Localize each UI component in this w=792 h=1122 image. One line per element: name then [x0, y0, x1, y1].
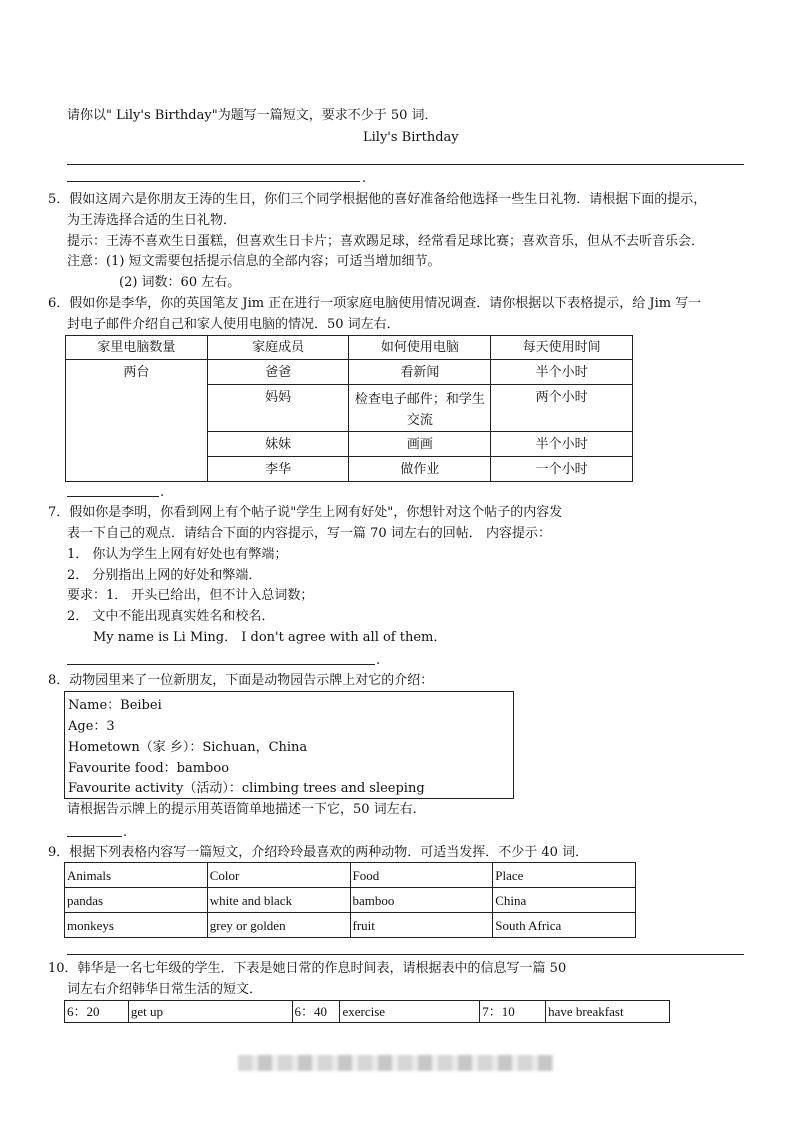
q7-text: 表一下自己的观点．请结合下面的内容提示，写一篇 70 词左右的回帖． 内容提示：	[67, 526, 551, 541]
q5-text: 5．假如这周六是你朋友王涛的生日，你们三个同学根据他的喜好准备给他选择一些生日礼物．请根据下面的提示，	[48, 192, 707, 207]
table-cell: 看新闻	[349, 360, 491, 385]
table-cell: 两个小时	[491, 385, 633, 432]
table-header: 如何使用电脑	[349, 336, 491, 360]
sign-line: Favourite activity（活动）：climbing trees and sleeping	[68, 781, 425, 796]
q6-table	[65, 335, 633, 482]
table-row	[65, 888, 636, 913]
table-cell: grey or golden	[207, 913, 350, 938]
sign-line: Name：Beibei	[68, 698, 162, 713]
table-cell: 半个小时	[491, 360, 633, 385]
sign-line: Favourite food：bamboo	[68, 761, 230, 776]
table-cell: fruit	[350, 913, 493, 938]
schedule-activity: exercise	[340, 1001, 480, 1023]
table-cell: 妈妈	[207, 385, 349, 432]
sign-line: Hometown（家 乡）：Sichuan，China	[68, 740, 308, 755]
answer-line-end: .	[362, 171, 367, 186]
table-header: 每天使用时间	[491, 336, 633, 360]
computer-count: 两台	[66, 360, 208, 482]
table-cell: South Africa	[493, 913, 636, 938]
table-row	[65, 1001, 670, 1023]
schedule-time: 6：40	[292, 1001, 340, 1023]
table-cell: white and black	[207, 888, 350, 913]
table-cell: 爸爸	[207, 360, 349, 385]
answer-line	[67, 836, 122, 837]
table-cell: 做作业	[349, 457, 491, 482]
table-cell: China	[493, 888, 636, 913]
q9-heading: 9．根据下列表格内容写一篇短文，介绍玲玲最喜欢的两种动物．可适当发挥．不少于 40 词．	[48, 845, 589, 860]
q5-hint: 提示：王涛不喜欢生日蛋糕，但喜欢生日卡片；喜欢踢足球，经常看足球比赛；喜欢音乐，但从不去听音乐会．	[67, 234, 705, 249]
essay-prompt: 请你以" Lily's Birthday"为题写一篇短文，要求不少于 50 词．	[67, 108, 438, 123]
q6-text: 6．假如你是李华，你的英国笔友 Jim 正在进行一项家庭电脑使用情况调查．请你根据以下表格提示，给 Jim 写一	[48, 296, 702, 311]
q5-note: 注意：(1) 短文需要包括提示信息的全部内容；可适当增加细节。	[67, 254, 441, 269]
q7-requirement: 2． 文中不能出现真实姓名和校名．	[67, 609, 275, 624]
table-cell: 妹妹	[207, 432, 349, 457]
table-cell: 一个小时	[491, 457, 633, 482]
q7-hint: 2． 分别指出上网的好处和弊端．	[67, 568, 262, 583]
table-header: 家里电脑数量	[66, 336, 208, 360]
q8-heading: 8．动物园里来了一位新朋友，下面是动物园告示牌上对它的介绍：	[48, 673, 434, 688]
schedule-time: 6：20	[65, 1001, 129, 1023]
answer-line-end: .	[160, 485, 165, 500]
answer-line	[67, 181, 360, 182]
schedule-activity: have breakfast	[546, 1001, 670, 1023]
answer-line	[67, 664, 375, 665]
q10-text: 10．韩华是一名七年级的学生．下表是她日常的作息时间表，请根据表中的信息写一篇 50	[48, 961, 567, 976]
table-cell: bamboo	[350, 888, 493, 913]
answer-line	[67, 164, 744, 165]
q7-hint: 1． 你认为学生上网有好处也有弊端；	[67, 547, 288, 562]
q9-table	[64, 862, 636, 938]
q5-text: 为王涛选择合适的生日礼物．	[67, 213, 237, 228]
sign-line: Age：3	[68, 719, 115, 734]
table-cell: 画画	[349, 432, 491, 457]
answer-line	[67, 954, 744, 955]
q8-instruction: 请根据告示牌上的提示用英语简单地描述一下它，50 词左右．	[67, 802, 426, 817]
table-header: Color	[207, 863, 350, 888]
q7-opening: My name is Li Ming． I don't agree with all of them．	[93, 630, 447, 645]
answer-line-end: .	[123, 825, 128, 840]
essay-title: Lily's Birthday	[363, 130, 459, 145]
table-cell: 李华	[207, 457, 349, 482]
table-header: Food	[350, 863, 493, 888]
q5-note: (2) 词数：60 左右。	[119, 275, 241, 290]
table-cell: monkeys	[65, 913, 208, 938]
table-header: 家庭成员	[207, 336, 349, 360]
table-cell: pandas	[65, 888, 208, 913]
table-row	[65, 913, 636, 938]
table-cell: 检查电子邮件；和学生交流	[349, 385, 491, 432]
answer-line	[67, 496, 159, 497]
schedule-activity: get up	[128, 1001, 292, 1023]
table-header: Animals	[65, 863, 208, 888]
table-row	[66, 360, 633, 385]
table-header: Place	[493, 863, 636, 888]
table-cell: 半个小时	[491, 432, 633, 457]
q10-text: 词左右介绍韩华日常生活的短文．	[67, 982, 263, 997]
q6-text: 封电子邮件介绍自己和家人使用电脑的情况．50 词左右．	[67, 317, 400, 332]
answer-line-end: .	[376, 653, 381, 668]
blurred-footer-watermark	[238, 1055, 554, 1071]
q7-text: 7．假如你是李明，你看到网上有个帖子说"学生上网有好处"，你想针对这个帖子的内容发	[48, 505, 563, 520]
schedule-time: 7：10	[480, 1001, 546, 1023]
q7-requirement: 要求：1． 开头已给出，但不计入总词数；	[67, 588, 314, 603]
zoo-sign	[64, 691, 514, 799]
q10-schedule-table	[64, 1000, 670, 1023]
